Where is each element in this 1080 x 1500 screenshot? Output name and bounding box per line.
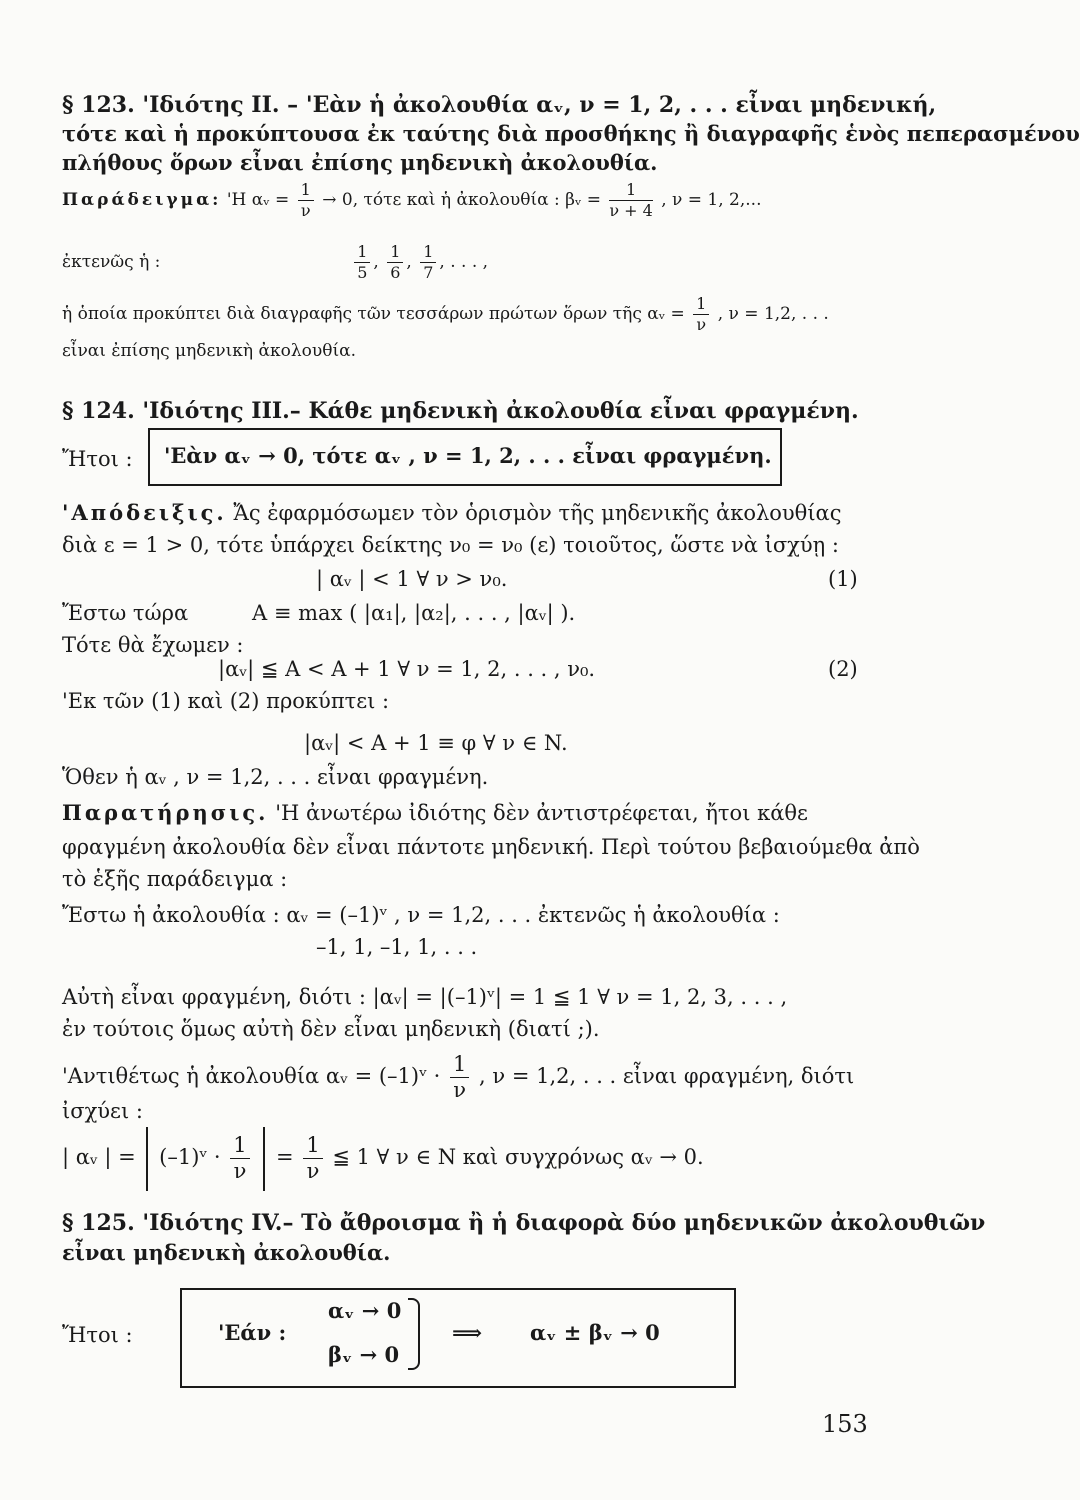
section-123-line-3: πλήθους ὅρων εἶναι ἐπίσης μηδενικὴ ἀκολουθία. <box>62 150 658 175</box>
fraction-1-over-6: $\frac{1}{6}$ <box>387 244 403 281</box>
estw-label: Ἔστω τώρα <box>62 601 189 625</box>
section-125-heading: § 125. 'Ιδιότης ΙV.– Τὸ ἄθροισμα ἢ ἡ διαφορὰ δύο μηδενικῶν ἀκολουθιῶν <box>62 1210 986 1236</box>
expanded-line: ἐκτενῶς ἡ : $\frac{1}{5}$ , $\frac{1}{6}$ , $\frac{1}{7}$ , . . . , <box>62 242 489 282</box>
proof-label: 'Απόδειξις. <box>62 500 227 525</box>
section-125-line-2: εἶναι μηδενικὴ ἀκολουθία. <box>62 1240 391 1265</box>
example-line <box>62 182 761 219</box>
fraction-1-over-7: $\frac{1}{7}$ <box>420 244 436 281</box>
fraction-1-over-nu-3: $\frac{1}{\nu}$ <box>450 1054 469 1101</box>
example-label: Παράδειγμα: <box>62 190 222 210</box>
fraction-1-over-nu-5: $\frac{1}{\nu}$ <box>303 1135 322 1182</box>
equation-3: |αᵥ| < Α + 1 ≡ φ ∀ ν ∈ N. <box>304 731 568 755</box>
from-1-and-2: 'Εκ τῶν (1) καὶ (2) προκύπτει : <box>62 689 390 713</box>
equation-2-number: (2) <box>828 657 858 681</box>
max-definition: Α ≡ max ( |α₁|, |α₂|, . . . , |αᵥ| ). <box>252 601 576 625</box>
condition-beta: βᵥ → 0 <box>328 1342 400 1367</box>
remark-label: Παρατήρησις. <box>62 800 269 825</box>
null-sequence-line: εἶναι ἐπίσης μηδενικὴ ἀκολουθία. <box>62 341 356 361</box>
fraction-1-over-nu-plus-4: $\frac{1}{\nu + 4}$ <box>609 180 653 220</box>
remark-line-2: φραγμένη ἀκολουθία δὲν εἶναι πάντοτε μηδενική. Περὶ τούτου βεβαιούμεθα ἀπὸ <box>62 835 920 859</box>
implies-symbol: ⟹ <box>452 1320 483 1345</box>
htoi-label-124: Ἤτοι : <box>62 447 133 471</box>
fraction-1-over-nu-4: $\frac{1}{\nu}$ <box>230 1135 249 1182</box>
htoi-label-125: Ἤτοι : <box>62 1323 133 1347</box>
proof-line-1: 'Απόδειξις. Ἄς ἐφαρμόσωμεν τὸν ὁρισμὸν τῆς μηδενικῆς ἀκολουθίας <box>62 500 842 525</box>
equation-4: | αᵥ | = (–1)ᵛ · $\frac{1}{\nu}$ = $\frac{1}{\nu}$ ≦ 1 ∀ ν ∈ N καὶ συγχρόνως αᵥ → 0. <box>62 1124 704 1194</box>
if-label: 'Εάν : <box>218 1320 287 1345</box>
page-number: 153 <box>822 1410 868 1438</box>
not-null-line: ἐν τούτοις ὅμως αὐτὴ δὲν εἶναι μηδενικὴ (διατί ;). <box>62 1017 600 1041</box>
right-brace <box>408 1298 420 1370</box>
alternating-sequence: –1, 1, –1, 1, . . . <box>316 935 478 959</box>
expanded-label: ἐκτενῶς ἡ : <box>62 252 161 272</box>
counterexample-line: Ἔστω ἡ ἀκολουθία : αᵥ = (–1)ᵛ , ν = 1,2, . . . ἐκτενῶς ἡ ἀκολουθία : <box>62 903 780 927</box>
section-123-heading: § 123. 'Ιδιότης ΙΙ. – 'Εὰν ἡ ἀκολουθία αᵥ, ν = 1, 2, . . . εἶναι μηδενική, <box>62 92 937 118</box>
remark-line-1: Παρατήρησις. 'Η ἀνωτέρω ἰδιότης δὲν ἀντιστρέφεται, ἤτοι κάθε <box>62 800 808 825</box>
sum-difference-result: αᵥ ± βᵥ → 0 <box>530 1320 660 1345</box>
section-123-line-2: τότε καὶ ἡ προκύπτουσα ἐκ ταύτης διὰ προσθήκης ἢ διαγραφῆς ἑνὸς πεπερασμένου <box>62 121 1080 146</box>
tote-label: Τότε θὰ ἔχωμεν : <box>62 633 244 657</box>
condition-alpha: αᵥ → 0 <box>328 1298 402 1323</box>
remark-line-3: τὸ ἑξῆς παράδειγμα : <box>62 867 288 891</box>
equation-1: | αᵥ | < 1 ∀ ν > ν₀. <box>316 567 508 591</box>
equation-1-number: (1) <box>828 567 858 591</box>
example-index-range: , ν = 1, 2,... <box>661 190 762 210</box>
proof-line-2: διὰ ε = 1 > 0, τότε ὑπάρχει δείκτης ν₀ = ν₀ (ε) τοιοῦτος, ὥστε νὰ ἰσχύῃ : <box>62 533 839 557</box>
hence-bounded: Ὅθεν ἡ αᵥ , ν = 1,2, . . . εἶναι φραγμένη. <box>62 765 489 789</box>
equation-2: |αᵥ| ≦ Α < Α + 1 ∀ ν = 1, 2, . . . , ν₀. <box>218 657 596 681</box>
boxed-statement-text: 'Εὰν αᵥ → 0, τότε αᵥ , ν = 1, 2, . . . εἶναι φραγμένη. <box>164 443 772 468</box>
holds-label: ἰσχύει : <box>62 1099 143 1123</box>
deletion-line: ἡ ὁποία προκύπτει διὰ διαγραφῆς τῶν τεσσάρων πρώτων ὅρων τῆς αᵥ = $\frac{1}{\nu}$ , ν = 1,2, . . . <box>62 294 829 334</box>
bounded-reason: Αὐτὴ εἶναι φραγμένη, διότι : |αᵥ| = |(–1)ᵛ| = 1 ≦ 1 ∀ ν = 1, 2, 3, . . . , <box>62 985 788 1009</box>
example-alpha-def: 'Η αᵥ = <box>226 190 290 210</box>
section-124-heading: § 124. 'Ιδιότης ΙΙΙ.– Κάθε μηδενικὴ ἀκολουθία εἶναι φραγμένη. <box>62 398 859 424</box>
contrast-line: 'Αντιθέτως ἡ ἀκολουθία αᵥ = (–1)ᵛ · $\frac{1}{\nu}$ , ν = 1,2, . . . εἶναι φραγμένη, διότι <box>62 1052 855 1102</box>
fraction-1-over-nu-2: $\frac{1}{\nu}$ <box>693 296 709 333</box>
abs-bar-left <box>146 1127 148 1191</box>
fraction-1-over-nu: $\frac{1}{\nu}$ <box>298 182 314 219</box>
example-beta-def: → 0, τότε καὶ ἡ ἀκολουθία : βᵥ = <box>322 190 601 210</box>
fraction-1-over-5: $\frac{1}{5}$ <box>354 244 370 281</box>
abs-bar-right <box>263 1127 265 1191</box>
